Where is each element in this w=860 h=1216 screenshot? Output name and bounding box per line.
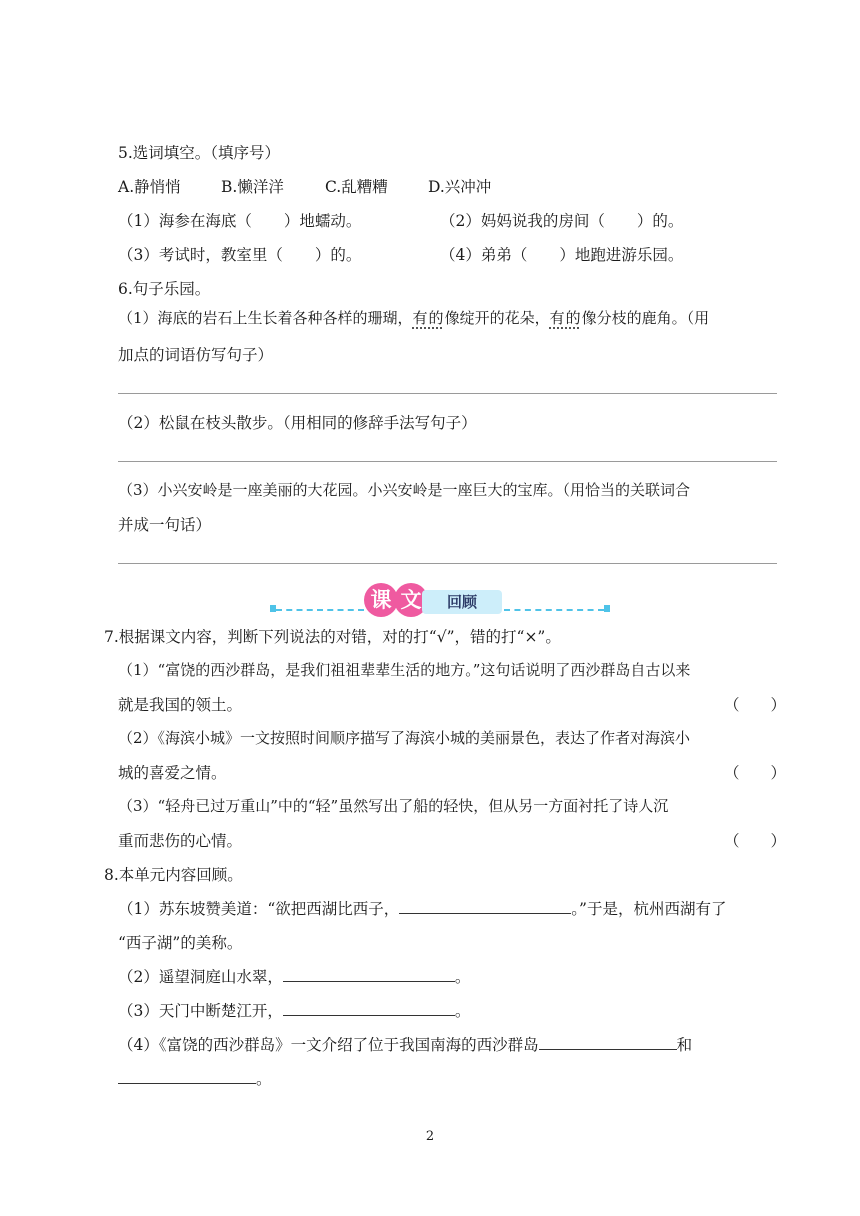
q5-item-3: （3）考试时，教室里（ ）的。: [118, 246, 362, 264]
answer-line-2[interactable]: [118, 461, 777, 462]
banner-char-2: 文: [394, 583, 428, 617]
fill-blank-4[interactable]: [539, 1034, 677, 1050]
q5-option-a: A.静悄悄: [118, 178, 181, 196]
answer-line-1[interactable]: [118, 393, 777, 394]
q7-item-1-answer[interactable]: （ ）: [724, 696, 787, 714]
q7-item-2: （2）《海滨小城》一文按照时间顺序描写了海滨小城的美丽景色，表达了作者对海滨小: [118, 729, 691, 747]
fill-blank-5[interactable]: [118, 1068, 256, 1084]
q5-item-1: （1）海参在海底（ ）地蠕动。: [118, 212, 362, 230]
banner-square-right: [604, 605, 610, 612]
fill-blank-3[interactable]: [283, 1000, 455, 1016]
dotted-word-2: 有的: [549, 309, 582, 327]
fill-blank-2[interactable]: [283, 966, 455, 982]
q6-sentence-1: （1）海底的岩石上生长着各种各样的珊瑚，有的像绽开的花朵，有的像分枝的鹿角。（用: [118, 309, 710, 327]
dotted-word-1: 有的: [412, 309, 445, 327]
answer-line-3[interactable]: [118, 563, 777, 564]
q5-option-d: D.兴冲冲: [428, 178, 492, 196]
page-number: 2: [425, 1129, 435, 1144]
q7-item-3-answer[interactable]: （ ）: [724, 832, 787, 850]
q8-title: 8.本单元内容回顾。: [104, 866, 243, 884]
section-banner: [270, 583, 612, 617]
q5-item-2: （2）妈妈说我的房间（ ）的。: [440, 212, 684, 230]
q5-option-b: B.懒洋洋: [221, 178, 284, 196]
q6-sentence-3-cont: 并成一句话）: [118, 516, 212, 534]
q5-item-4: （4）弟弟（ ）地跑进游乐园。: [440, 246, 684, 264]
q7-item-1-cont: 就是我国的领土。: [118, 696, 243, 714]
banner-char-1: 课: [364, 583, 398, 617]
fill-blank-1[interactable]: [399, 898, 571, 914]
q8-item-4: （4）《富饶的西沙群岛》一文介绍了位于我国南海的西沙群岛 和: [118, 1036, 693, 1054]
banner-label: 回顾: [422, 590, 502, 614]
banner-dash-right: [504, 609, 604, 611]
q7-title: 7.根据课文内容，判断下列说法的对错，对的打“√”，错的打“×”。: [104, 628, 561, 646]
q7-item-1: （1）“富饶的西沙群岛，是我们祖祖辈辈生活的地方。”这句话说明了西沙群岛自古以来: [118, 661, 691, 679]
q8-item-4-cont: 。: [118, 1067, 272, 1089]
banner-dash-left: [276, 609, 364, 611]
q7-item-2-cont: 城的喜爱之情。: [118, 764, 227, 782]
q6-sentence-2: （2）松鼠在枝头散步。（用相同的修辞手法写句子）: [118, 414, 477, 432]
q8-item-1-cont: “西子湖”的美称。: [118, 934, 243, 952]
q8-item-1: （1）苏东坡赞美道：“欲把西湖比西子， 。”于是，杭州西湖有了: [118, 900, 727, 918]
q7-item-3: （3）“轻舟已过万重山”中的“轻”虽然写出了船的轻快，但从另一方面衬托了诗人沉: [118, 797, 669, 815]
q7-item-3-cont: 重而悲伤的心情。: [118, 832, 243, 850]
q7-item-2-answer[interactable]: （ ）: [724, 764, 787, 782]
q8-item-3: （3）天门中断楚江开， 。: [118, 1002, 471, 1020]
q5-title: 5.选词填空。（填序号）: [118, 144, 281, 162]
q6-title: 6.句子乐园。: [118, 280, 211, 298]
q5-option-c: C.乱糟糟: [325, 178, 388, 196]
q6-sentence-3: （3）小兴安岭是一座美丽的大花园。小兴安岭是一座巨大的宝库。（用恰当的关联词合: [118, 481, 691, 499]
q8-item-2: （2）遥望洞庭山水翠， 。: [118, 968, 471, 986]
q6-sentence-1-cont: 加点的词语仿写句子）: [118, 346, 274, 364]
